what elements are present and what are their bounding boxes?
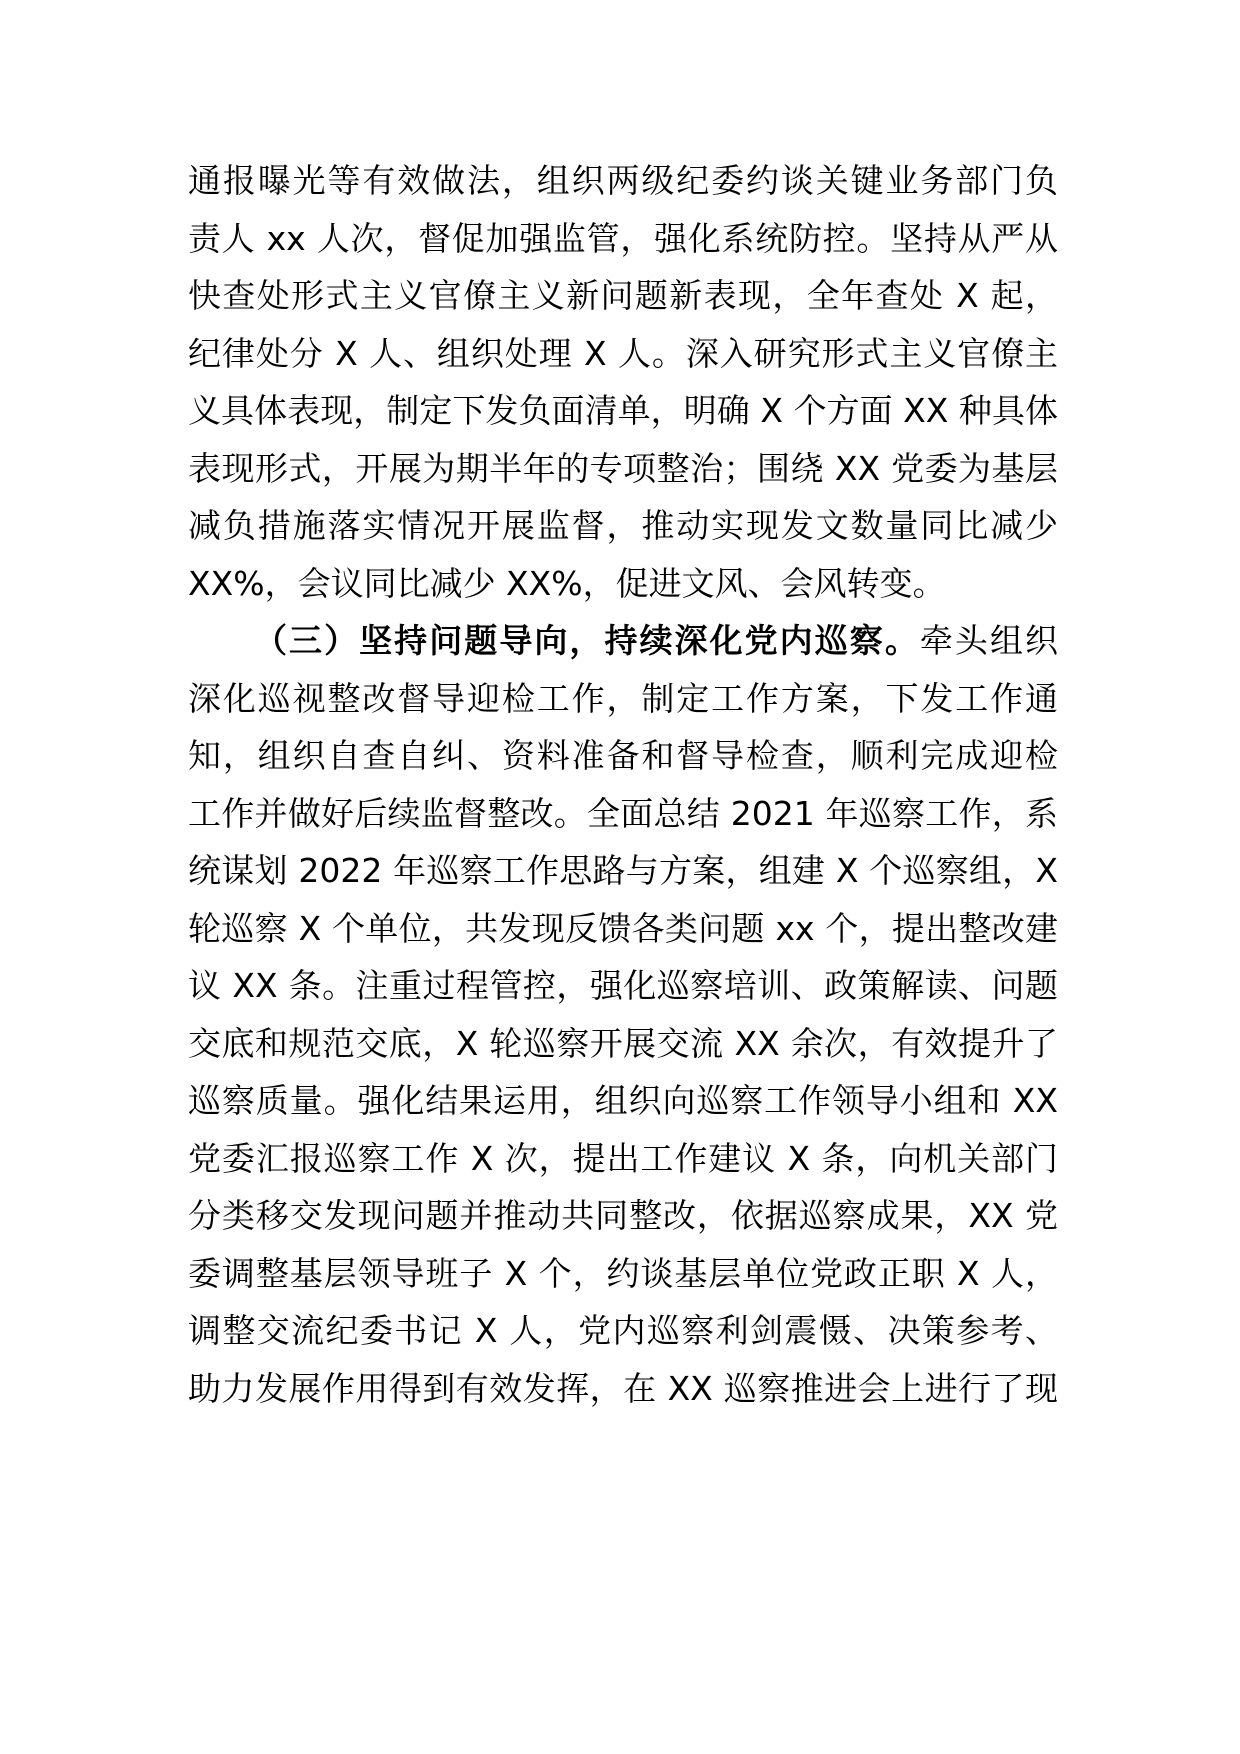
text-line: 助力发展作用得到有效发挥，在 XX 巡察推进会上进行了现 [188,1369,1058,1408]
text-line: 深化巡视整改督导迎检工作，制定工作方案，下发工作通 [188,679,1058,718]
text-line: 义具体表现，制定下发负面清单，明确 X 个方面 XX 种具体 [188,391,1058,430]
text-line: 快查处形式主义官僚主义新问题新表现，全年查处 X 起， [188,276,1058,315]
text-line: 轮巡察 X 个单位，共发现反馈各类问题 xx 个，提出整改建 [188,909,1058,948]
text-line: 减负措施落实情况开展监督，推动实现发文数量同比减少 [188,506,1058,545]
text-line: 责人 xx 人次，督促加强监管，强化系统防控。坚持从严从 [188,219,1058,258]
text-line: 工作并做好后续监督整改。全面总结 2021 年巡察工作，系 [188,794,1058,833]
text-line: 统谋划 2022 年巡察工作思路与方案，组建 X 个巡察组，X [188,851,1058,890]
text-line: 知，组织自查自纠、资料准备和督导检查，顺利完成迎检 [188,736,1058,775]
text-line: 分类移交发现问题并推动共同整改，依据巡察成果，XX 党 [188,1196,1058,1235]
section-heading-rest: 牵头组织 [919,621,1058,660]
text-line: 调整交流纪委书记 X 人，党内巡察利剑震慑、决策参考、 [188,1311,1058,1350]
text-line: 通报曝光等有效做法，组织两级纪委约谈关键业务部门负 [188,161,1058,200]
text-line: 委调整基层领导班子 X 个，约谈基层单位党政正职 X 人， [188,1254,1058,1293]
text-line: 表现形式，开展为期半年的专项整治；围绕 XX 党委为基层 [188,449,1058,488]
section-heading: （三）坚持问题导向，持续深化党内巡察。 [254,621,920,660]
text-line: XX%，会议同比减少 XX%，促进文风、会风转变。 [188,564,946,603]
text-line: 议 XX 条。注重过程管控，强化巡察培训、政策解读、问题 [188,966,1058,1005]
text-line: 纪律处分 X 人、组织处理 X 人。深入研究形式主义官僚主 [188,334,1058,373]
section-heading-line [188,608,1058,674]
text-line: 交底和规范交底，X 轮巡察开展交流 XX 余次，有效提升了 [188,1024,1058,1063]
text-line: 党委汇报巡察工作 X 次，提出工作建议 X 条，向机关部门 [188,1139,1058,1178]
text-line: 巡察质量。强化结果运用，组织向巡察工作领导小组和 XX [188,1081,1058,1120]
